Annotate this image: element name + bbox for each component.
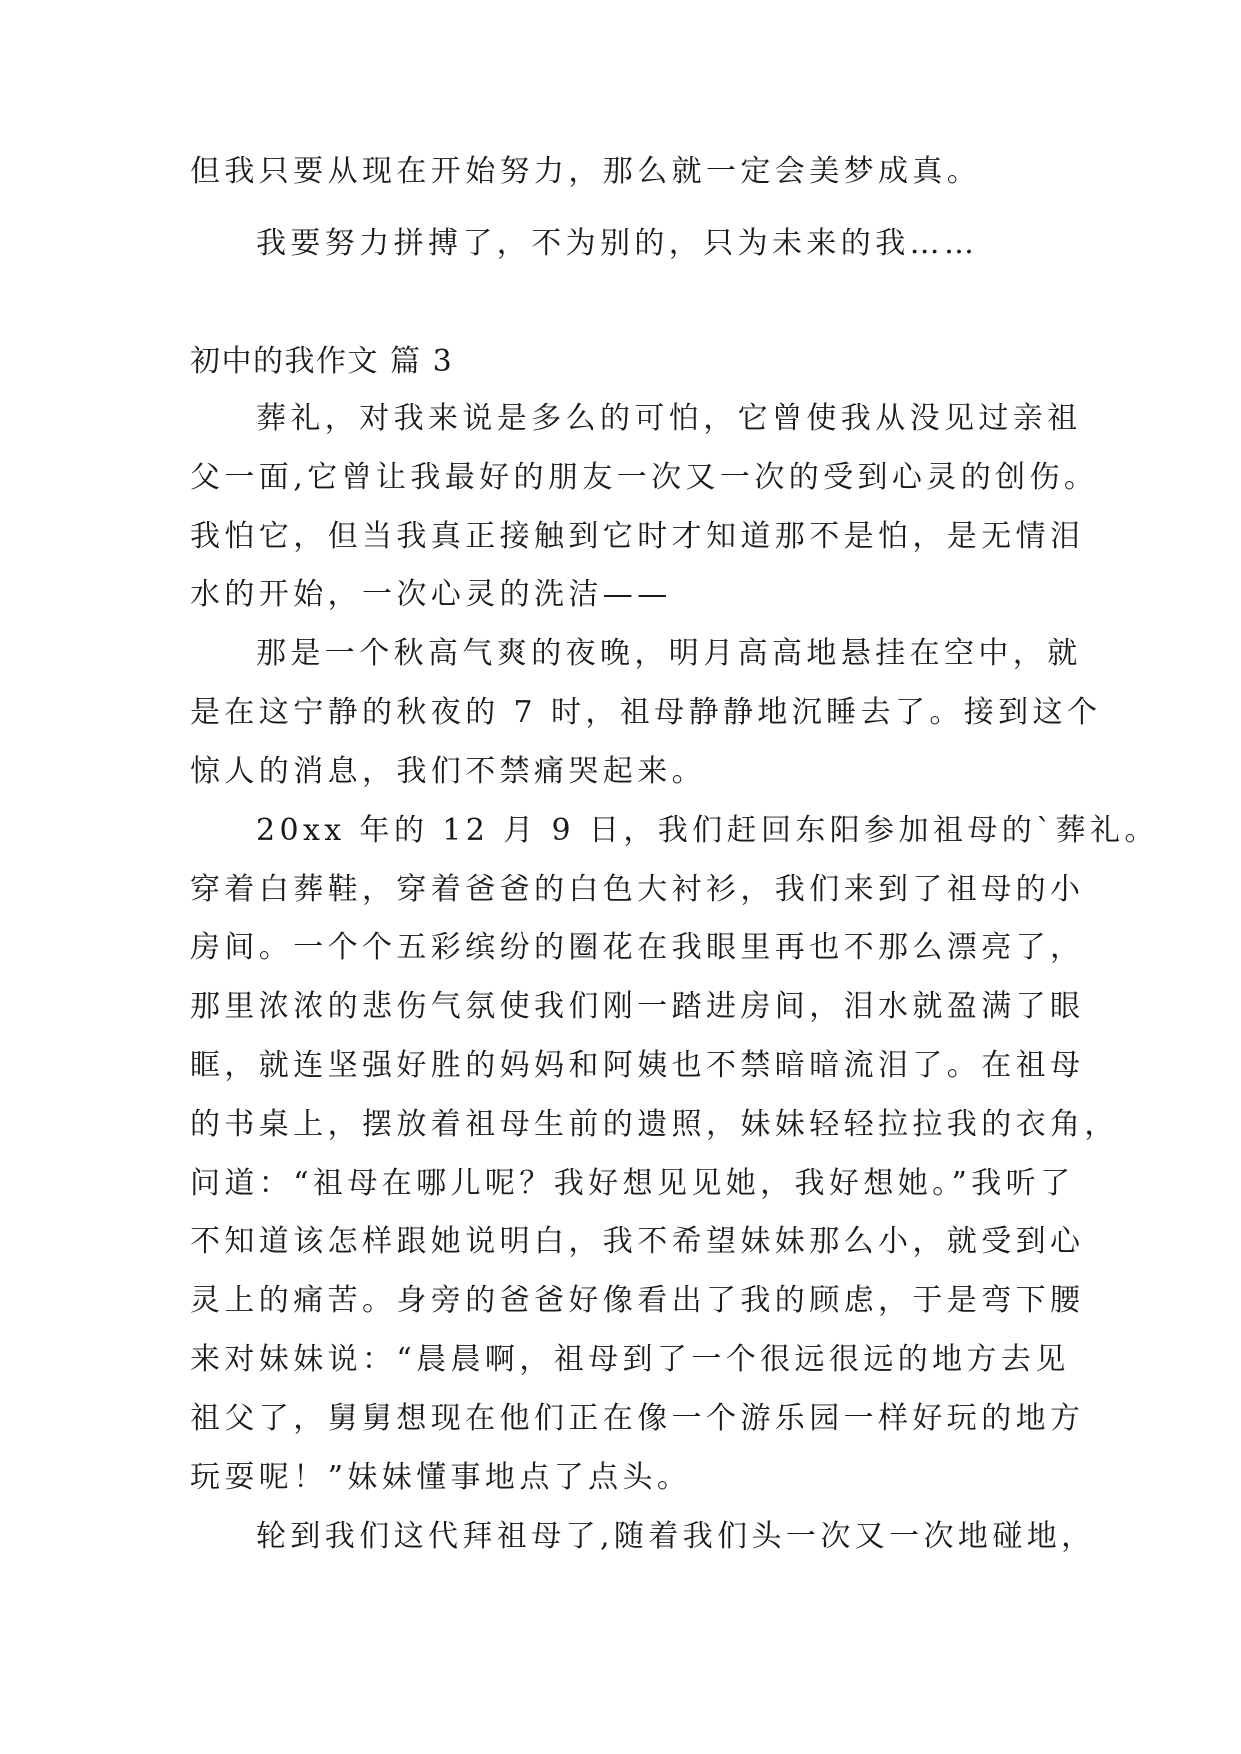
text-line: 来对妹妹说：“晨晨啊，祖母到了一个很远很远的地方去见 xyxy=(190,1342,1070,1377)
text-line: 祖父了，舅舅想现在他们正在像一个游乐园一样好玩的地方 xyxy=(190,1401,1085,1436)
text-line: 房间。一个个五彩缤纷的圈花在我眼里再也不那么漂亮了， xyxy=(190,930,1085,965)
text-line: 20xx 年的 12 月 9 日，我们赶回东阳参加祖母的`葬礼。 xyxy=(256,813,1159,848)
text-line: 不知道该怎样跟她说明白，我不希望妹妹那么小，就受到心 xyxy=(190,1224,1085,1259)
text-line: 灵上的痛苦。身旁的爸爸好像看出了我的顾虑，于是弯下腰 xyxy=(190,1283,1085,1318)
text-line: 父一面,它曾让我最好的朋友一次又一次的受到心灵的创伤。 xyxy=(190,460,1099,495)
text-line: 惊人的消息，我们不禁痛哭起来。 xyxy=(190,754,706,789)
text-line: 我怕它，但当我真正接触到它时才知道那不是怕，是无情泪 xyxy=(190,519,1085,554)
text-line: 穿着白葬鞋，穿着爸爸的白色大衬衫，我们来到了祖母的小 xyxy=(190,872,1085,907)
text-line: 水的开始，一次心灵的洗洁—— xyxy=(190,577,672,612)
text-line: 问道：“祖母在哪儿呢？我好想见见她，我好想她。”我听了 xyxy=(190,1166,1075,1201)
text-line: 那是一个秋高气爽的夜晚，明月高高地悬挂在空中，就 xyxy=(256,636,1082,671)
text-line: 是在这宁静的秋夜的 7 时，祖母静静地沉睡去了。接到这个 xyxy=(190,695,1102,730)
text-line: 我要努力拼搏了，不为别的，只为未来的我…… xyxy=(256,226,979,261)
text-line: 葬礼，对我来说是多么的可怕，它曾使我从没见过亲祖 xyxy=(256,401,1082,436)
text-line: 那里浓浓的悲伤气氛使我们刚一踏进房间，泪水就盈满了眼 xyxy=(190,989,1085,1024)
text-line: 眶，就连坚强好胜的妈妈和阿姨也不禁暗暗流泪了。在祖母 xyxy=(190,1048,1085,1083)
text-line: 的书桌上，摆放着祖母生前的遗照，妹妹轻轻拉拉我的衣角， xyxy=(190,1107,1119,1142)
text-line: 玩耍呢！”妹妹懂事地点了点头。 xyxy=(190,1460,692,1495)
text-line: 轮到我们这代拜祖母了,随着我们头一次又一次地碰地， xyxy=(256,1519,1096,1554)
text-line: 但我只要从现在开始努力，那么就一定会美梦成真。 xyxy=(190,154,982,189)
section-heading: 初中的我作文 篇 3 xyxy=(190,344,454,379)
